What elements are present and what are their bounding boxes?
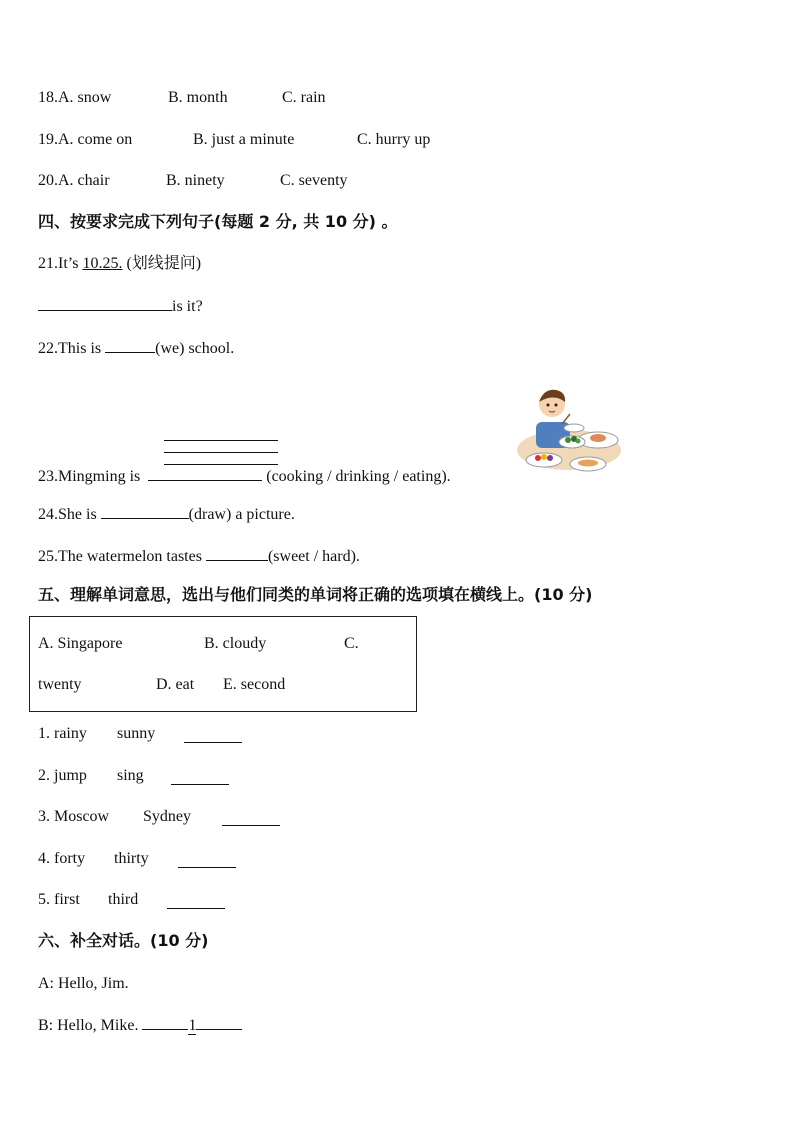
answer-line[interactable]	[164, 464, 278, 465]
word-2: Sydney	[143, 808, 191, 825]
question-text: It’s	[58, 255, 83, 272]
word-2: thirty	[114, 850, 149, 867]
option-c: C.	[344, 635, 359, 652]
instruction-note: (划线提问)	[122, 255, 202, 272]
answer-blank[interactable]	[38, 296, 172, 311]
question-text-end: (we) school.	[155, 340, 235, 357]
question-text: She is	[58, 506, 101, 523]
question-text: This is	[58, 340, 106, 357]
option-b: B. month	[168, 89, 228, 106]
word-1: Moscow	[54, 808, 110, 825]
answer-line[interactable]	[164, 440, 278, 441]
list-item	[38, 807, 191, 827]
word-1: jump	[54, 767, 87, 784]
option-c: C. rain	[282, 89, 326, 106]
answer-suffix: is it?	[172, 298, 203, 315]
option-b: B. ninety	[166, 172, 225, 189]
word-1: forty	[54, 850, 86, 867]
question-number: 22.	[38, 340, 58, 357]
question-number: 23.	[38, 468, 58, 485]
dialog-line-b	[38, 1015, 242, 1036]
option-a: A. snow	[58, 89, 112, 106]
question-19	[38, 130, 431, 150]
option-a: A. come on	[58, 131, 133, 148]
item-number: 4.	[38, 850, 50, 867]
boy-eating-icon	[514, 384, 624, 479]
answer-line[interactable]	[164, 452, 278, 453]
answer-blank[interactable]	[148, 466, 262, 481]
item-number: 2.	[38, 767, 50, 784]
option-e: E. second	[223, 676, 286, 693]
question-number: 21.	[38, 255, 58, 272]
question-text: The watermelon tastes	[58, 548, 206, 565]
question-text-end: (cooking / drinking / eating).	[266, 468, 451, 485]
question-18	[38, 88, 326, 108]
section-5-heading: 五、理解单词意思，选出与他们同类的单词将正确的选项填在横线上。(10 分)	[38, 585, 593, 604]
word-2: sing	[117, 767, 144, 784]
question-22	[38, 338, 234, 359]
dialog-text: B: Hello, Mike.	[38, 1017, 143, 1034]
item-number: 5.	[38, 891, 50, 908]
question-text-end: (sweet / hard).	[267, 548, 360, 565]
question-24	[38, 504, 295, 525]
word-2: sunny	[117, 725, 156, 742]
answer-blank[interactable]	[105, 338, 155, 353]
question-25	[38, 546, 360, 567]
question-number: 19.	[38, 131, 58, 148]
answer-blank[interactable]	[142, 1015, 188, 1030]
word-2: third	[108, 891, 139, 908]
list-item	[38, 724, 156, 744]
option-b: B. just a minute	[193, 131, 295, 148]
question-number: 20.	[38, 172, 58, 189]
item-number: 1.	[38, 725, 50, 742]
question-text-end: (draw) a picture.	[188, 506, 295, 523]
item-number: 3.	[38, 808, 50, 825]
option-d: D. eat	[156, 676, 195, 693]
question-21-answer-line	[38, 296, 203, 317]
question-20	[38, 171, 348, 191]
dialog-line-a: A: Hello, Jim.	[38, 975, 129, 992]
option-a: A. chair	[58, 172, 110, 189]
word-1: rainy	[54, 725, 87, 742]
question-number: 18.	[38, 89, 58, 106]
answer-blank[interactable]	[222, 811, 280, 826]
question-number: 24.	[38, 506, 58, 523]
options-box	[29, 616, 417, 712]
section-6-heading: 六、补全对话。(10 分)	[38, 931, 209, 950]
answer-blank[interactable]	[206, 546, 268, 561]
blank-number: 1	[188, 1017, 197, 1034]
answer-blank[interactable]	[101, 504, 189, 519]
section-4-heading: 四、按要求完成下列句子(每题 2 分, 共 10 分) 。	[38, 212, 398, 231]
option-c: C. hurry up	[357, 131, 431, 148]
underlined-time: 10.25.	[82, 255, 123, 272]
question-23	[38, 466, 451, 487]
question-21	[38, 254, 201, 274]
answer-blank[interactable]	[167, 894, 225, 909]
answer-blank[interactable]	[196, 1015, 242, 1030]
list-item	[38, 766, 144, 786]
answer-blank[interactable]	[171, 770, 229, 785]
answer-blank[interactable]	[178, 853, 236, 868]
answer-blank[interactable]	[184, 728, 242, 743]
option-a: A. Singapore	[38, 635, 123, 652]
option-c: C. seventy	[280, 172, 348, 189]
option-b: B. cloudy	[204, 635, 267, 652]
question-text: Mingming is	[58, 468, 141, 485]
list-item	[38, 890, 139, 910]
question-number: 25.	[38, 548, 58, 565]
list-item	[38, 849, 149, 869]
word-1: first	[54, 891, 80, 908]
option-c-word: twenty	[38, 676, 82, 693]
